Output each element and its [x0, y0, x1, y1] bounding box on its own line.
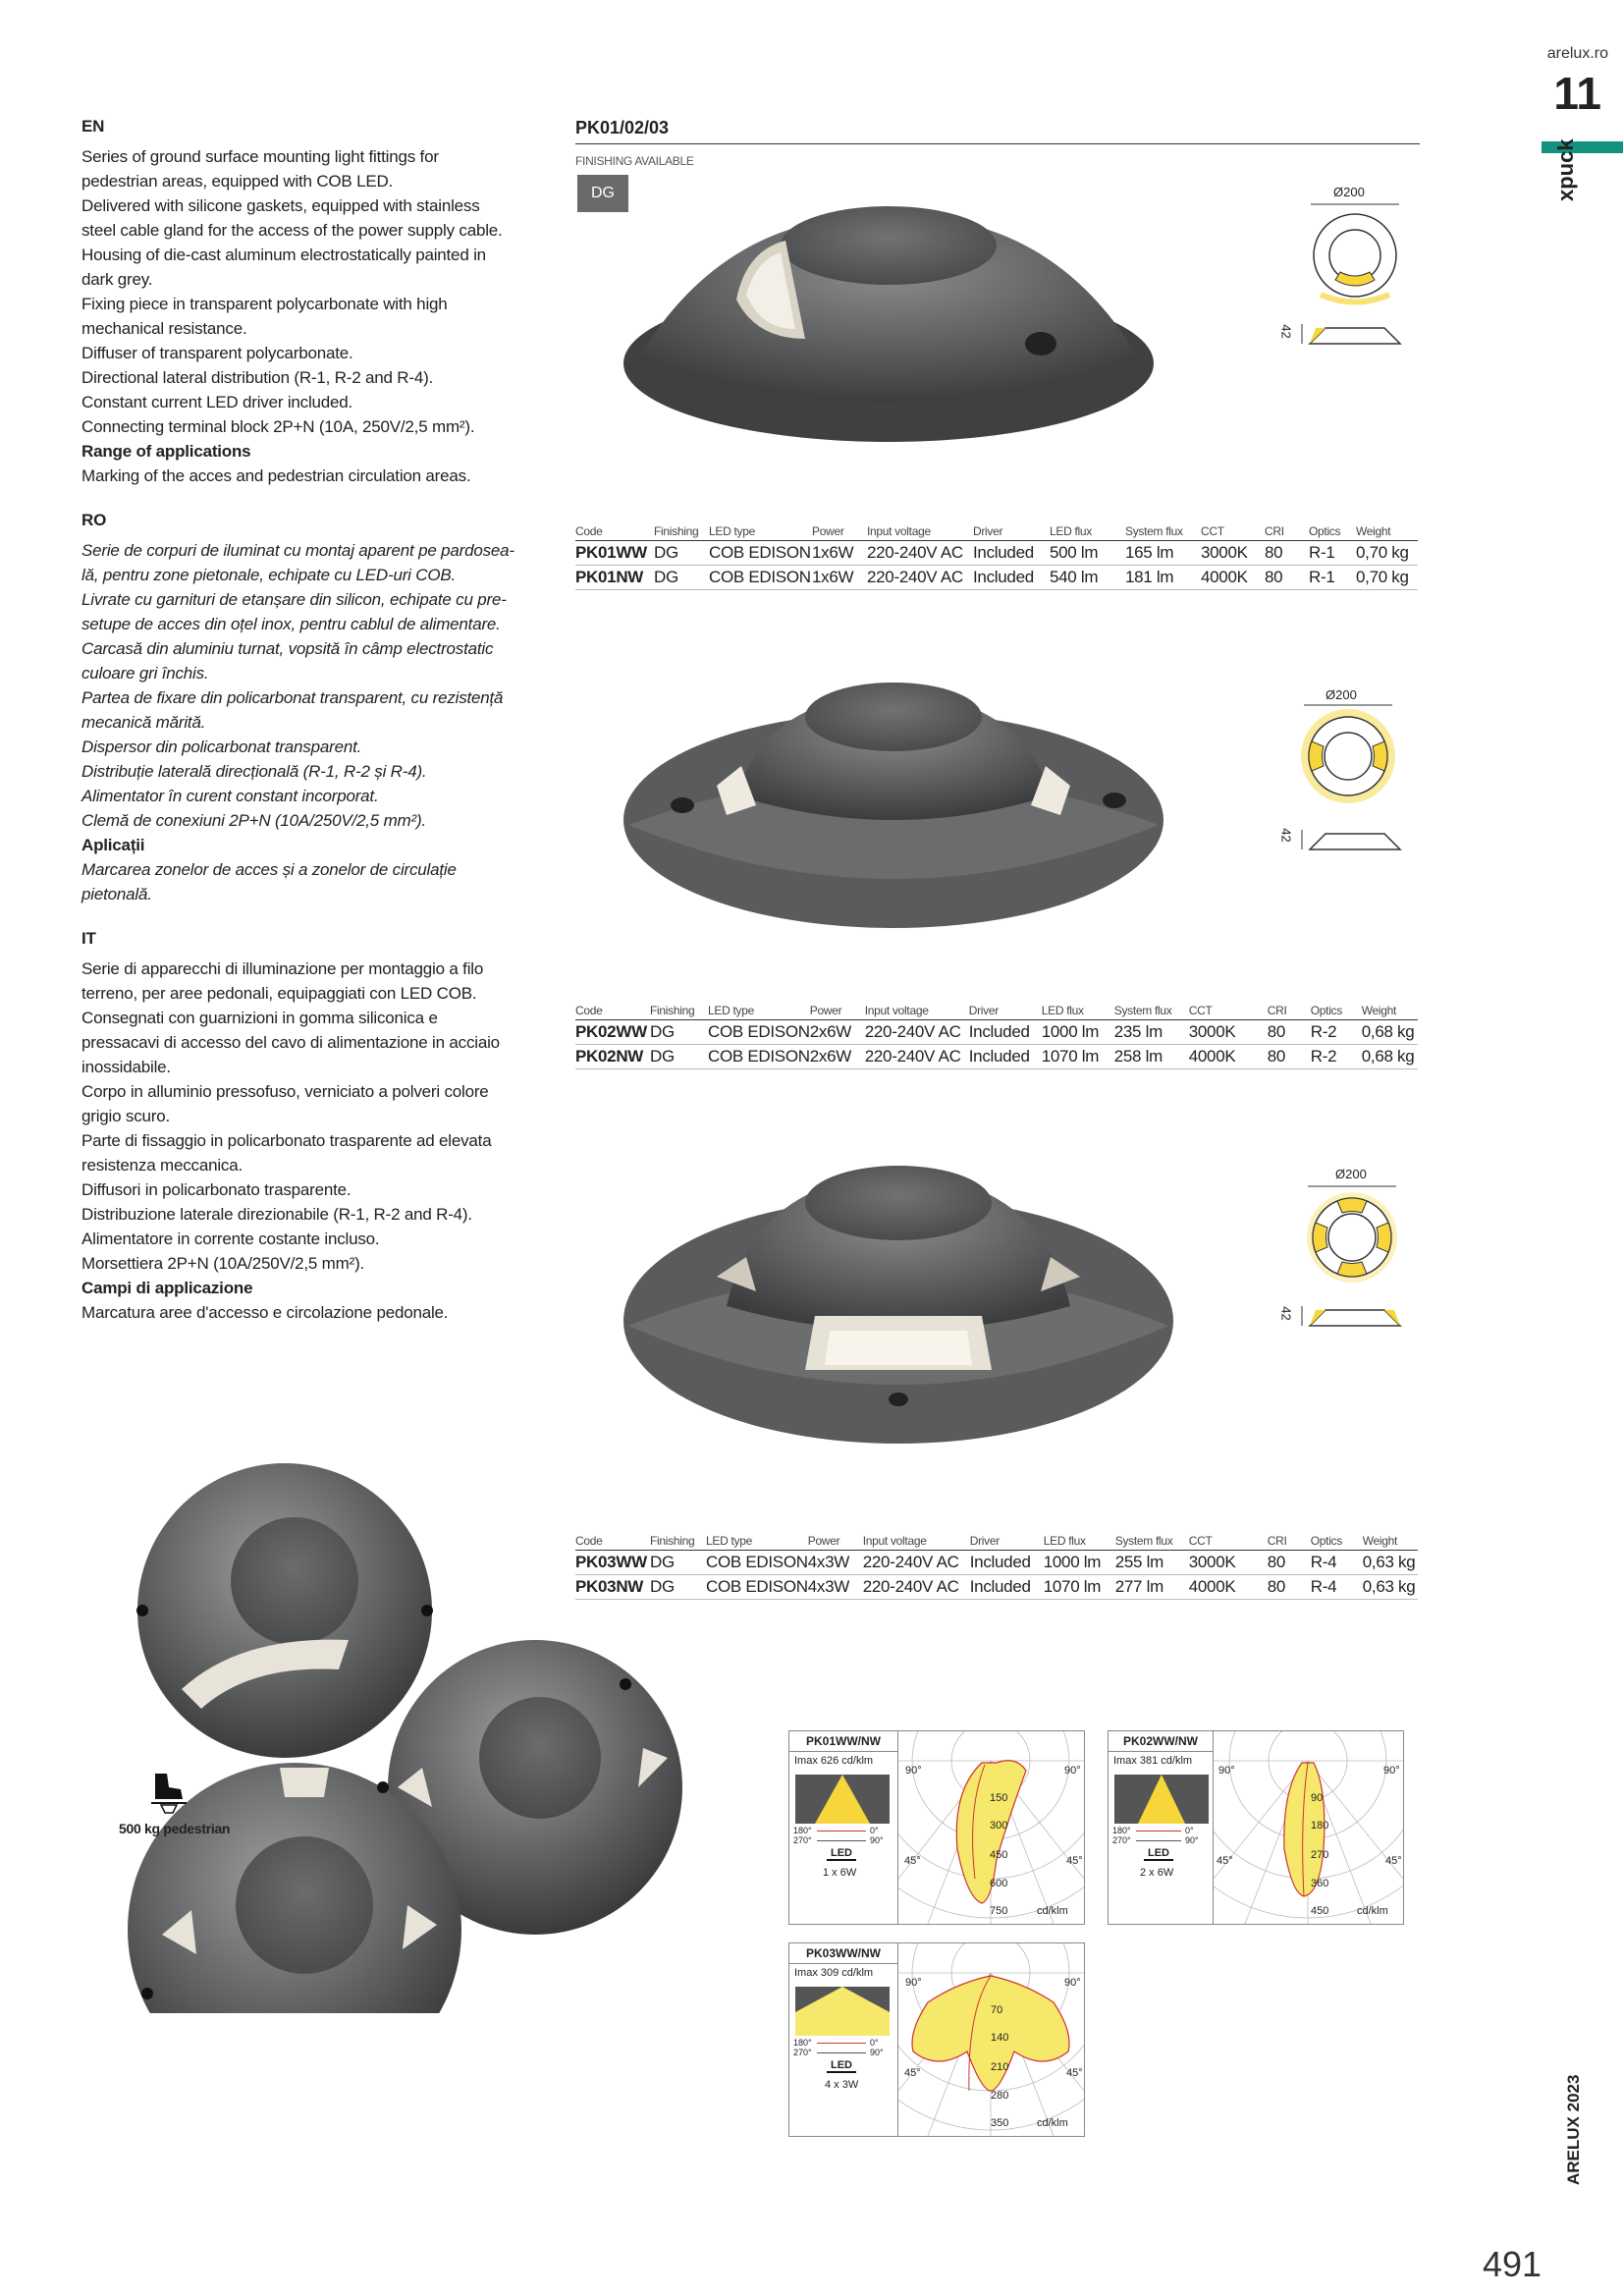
cell-code: PK03NW: [575, 1575, 650, 1600]
th-code: Code: [575, 524, 654, 541]
deg90-left: 90°: [905, 1977, 922, 1989]
th-cct: CCT: [1189, 1004, 1268, 1020]
footer-brand: ARELUX 2023: [1564, 2074, 1583, 2185]
cell: DG: [654, 541, 709, 566]
page-number: 491: [1483, 2244, 1542, 2284]
table-row: [575, 1551, 1418, 1575]
pedestrian-load-icon: [147, 1766, 196, 1815]
beam-icon: [795, 1987, 890, 2036]
unit-label: cd/klm: [1357, 1905, 1388, 1917]
chapter-number: 11: [1553, 68, 1601, 119]
text-line: Morsettiera 2P+N (10A/250V/2,5 mm²).: [81, 1254, 365, 1273]
th-cct: CCT: [1189, 1534, 1268, 1551]
scale-1: 90: [1311, 1792, 1324, 1804]
text-line: Distribuție laterală direcțională (R-1, R-2 și R-4).: [81, 762, 427, 781]
scale-5: 450: [1311, 1905, 1329, 1917]
legend-line: [817, 1840, 866, 1841]
table-header-row: [575, 1534, 1418, 1551]
text-line: Distribuzione laterale direzionabile (R-1, R-2 and R-4).: [81, 1205, 472, 1224]
th-driver: Driver: [970, 1534, 1044, 1551]
text-line: Constant current LED driver included.: [81, 393, 353, 411]
cell: R-4: [1311, 1575, 1363, 1600]
beam-icon: [1114, 1775, 1209, 1824]
cell: 80: [1268, 1551, 1311, 1575]
cell: 4x3W: [808, 1551, 863, 1575]
cell: Included: [969, 1045, 1042, 1069]
cell: 80: [1265, 541, 1309, 566]
pk01-height: 42: [1278, 324, 1294, 339]
th-finishing: Finishing: [650, 1004, 708, 1020]
cell: COB EDISON: [706, 1575, 808, 1600]
cell: DG: [650, 1020, 708, 1045]
angle-0: 0°: [870, 2038, 879, 2048]
pk03-height: 42: [1278, 1306, 1294, 1321]
range-text: pietonală.: [81, 885, 152, 903]
cell: DG: [650, 1045, 708, 1069]
angle-90: 90°: [870, 2048, 884, 2057]
th-system-flux: System flux: [1125, 524, 1201, 541]
text-line: pedestrian areas, equipped with COB LED.: [81, 172, 394, 191]
finishing-label: FINISHING AVAILABLE: [575, 154, 694, 168]
photometry-pk01: [788, 1730, 1085, 1925]
photometry-pk02: [1108, 1730, 1404, 1925]
family-label: xpuck: [1553, 138, 1578, 201]
angle-180: 180°: [793, 2038, 812, 2048]
cell: 0,63 kg: [1363, 1575, 1418, 1600]
range-title: Campi di applicazione: [81, 1279, 253, 1297]
product-group-photo: [103, 1463, 692, 2013]
text-line: terreno, per aree pedonali, equipaggiati con LED COB.: [81, 984, 477, 1003]
th-led-type: LED type: [709, 524, 812, 541]
text-line: Livrate cu garnituri de etanșare din silicon, echipate cu pre-: [81, 590, 507, 609]
spec-table-pk01: [575, 524, 1418, 590]
cell: 220-240V AC: [865, 1045, 969, 1069]
cell: 500 lm: [1050, 541, 1125, 566]
cell: 0,70 kg: [1356, 566, 1418, 590]
imax-label: Imax 626 cd/klm: [794, 1755, 874, 1767]
deg45-left: 45°: [904, 2067, 921, 2079]
imax-label: Imax 309 cd/klm: [794, 1967, 874, 1979]
cell: COB EDISON: [708, 1020, 810, 1045]
photometry-title: PK01WW/NW: [789, 1731, 897, 1752]
cell: 4000K: [1189, 1045, 1268, 1069]
deg90-left: 90°: [905, 1765, 922, 1777]
lang-en: EN: [81, 117, 105, 136]
unit-label: cd/klm: [1037, 2117, 1068, 2129]
th-weight: Weight: [1356, 524, 1418, 541]
th-led-flux: LED flux: [1050, 524, 1125, 541]
power-label: 1 x 6W: [823, 1867, 857, 1879]
polar-diagram: [1214, 1731, 1403, 1924]
cell: COB EDISON: [709, 541, 812, 566]
cell-code: PK01NW: [575, 566, 654, 590]
description-ro: [81, 508, 523, 906]
cell: 1000 lm: [1042, 1020, 1114, 1045]
th-driver: Driver: [969, 1004, 1042, 1020]
table-header-row: [575, 1004, 1418, 1020]
cell: 220-240V AC: [865, 1020, 969, 1045]
product-title: PK01/02/03: [575, 118, 670, 137]
description-it: [81, 926, 523, 1325]
cell: 3000K: [1189, 1551, 1268, 1575]
range-text: Marking of the acces and pedestrian circulation areas.: [81, 466, 471, 485]
deg90-right: 90°: [1383, 1765, 1400, 1777]
scale-3: 210: [991, 2061, 1009, 2073]
pk03-side-drawing: [1276, 1296, 1414, 1336]
legend-line: [1136, 1840, 1181, 1841]
scale-1: 70: [991, 2004, 1003, 2016]
th-input-voltage: Input voltage: [863, 1534, 970, 1551]
th-power: Power: [810, 1004, 865, 1020]
th-cri: CRI: [1268, 1004, 1311, 1020]
load-label: 500 kg pedestrian: [119, 1821, 231, 1836]
scale-2: 300: [990, 1820, 1008, 1831]
th-weight: Weight: [1362, 1004, 1418, 1020]
angle-90: 90°: [1185, 1835, 1199, 1845]
cell: 220-240V AC: [863, 1575, 970, 1600]
th-cri: CRI: [1265, 524, 1309, 541]
th-led-type: LED type: [706, 1534, 808, 1551]
angle-90: 90°: [870, 1835, 884, 1845]
cell: 80: [1268, 1020, 1311, 1045]
table-row: [575, 541, 1418, 566]
angle-180: 180°: [1112, 1826, 1131, 1835]
th-power: Power: [812, 524, 867, 541]
th-system-flux: System flux: [1115, 1534, 1189, 1551]
cell: DG: [650, 1551, 706, 1575]
cell: 1x6W: [812, 541, 867, 566]
title-rule: [575, 143, 1420, 144]
site-url: arelux.ro: [1546, 45, 1608, 62]
cell: R-2: [1311, 1045, 1362, 1069]
cell: 165 lm: [1125, 541, 1201, 566]
pk03-photo: [619, 1159, 1178, 1453]
power-label: 4 x 3W: [825, 2079, 859, 2091]
th-finishing: Finishing: [654, 524, 709, 541]
photometry-pk03: [788, 1942, 1085, 2137]
text-line: Series of ground surface mounting light fittings for: [81, 147, 439, 166]
cell: 0,68 kg: [1362, 1045, 1418, 1069]
cell: COB EDISON: [708, 1045, 810, 1069]
angle-0: 0°: [870, 1826, 879, 1835]
th-led-flux: LED flux: [1044, 1534, 1115, 1551]
cell: COB EDISON: [706, 1551, 808, 1575]
th-weight: Weight: [1363, 1534, 1418, 1551]
text-line: Directional lateral distribution (R-1, R-2 and R-4).: [81, 368, 434, 387]
led-icon: [827, 1847, 856, 1861]
cell: 1070 lm: [1044, 1575, 1115, 1600]
text-line: Consegnati con guarnizioni in gomma siliconica e: [81, 1009, 438, 1027]
scale-4: 600: [990, 1878, 1008, 1889]
pk03-diameter: Ø200: [1335, 1167, 1367, 1181]
text-line: Serie di apparecchi di illuminazione per montaggio a filo: [81, 959, 484, 978]
led-icon: [827, 2059, 856, 2073]
cell: 0,68 kg: [1362, 1020, 1418, 1045]
text-line: Alimentatore in corrente costante incluso.: [81, 1230, 380, 1248]
cell: R-1: [1309, 541, 1356, 566]
cell: 235 lm: [1114, 1020, 1189, 1045]
scale-4: 280: [991, 2090, 1009, 2102]
text-line: Delivered with silicone gaskets, equipped with stainless: [81, 196, 480, 215]
range-text: Marcarea zonelor de acces și a zonelor de circulație: [81, 860, 457, 879]
th-input-voltage: Input voltage: [865, 1004, 969, 1020]
deg90-left: 90°: [1218, 1765, 1235, 1777]
text-line: inossidabile.: [81, 1058, 171, 1076]
cell-code: PK02WW: [575, 1020, 650, 1045]
th-optics: Optics: [1311, 1534, 1363, 1551]
th-cri: CRI: [1268, 1534, 1311, 1551]
unit-label: cd/klm: [1037, 1905, 1068, 1917]
th-system-flux: System flux: [1114, 1004, 1189, 1020]
cell: Included: [973, 541, 1050, 566]
pk03-top-drawing: [1298, 1183, 1406, 1291]
cell: R-2: [1311, 1020, 1362, 1045]
lang-it: IT: [81, 929, 96, 948]
cell: Included: [970, 1575, 1044, 1600]
text-line: lă, pentru zone pietonale, echipate cu LED-uri COB.: [81, 566, 457, 584]
cell: DG: [654, 566, 709, 590]
cell: R-4: [1311, 1551, 1363, 1575]
pk01-photo: [609, 191, 1168, 457]
cell: 1070 lm: [1042, 1045, 1114, 1069]
cell: 80: [1268, 1045, 1311, 1069]
text-line: resistenza meccanica.: [81, 1156, 243, 1175]
spec-table-pk03: [575, 1534, 1418, 1600]
th-led-flux: LED flux: [1042, 1004, 1114, 1020]
led-label: LED: [1148, 1847, 1169, 1859]
pk01-diameter: Ø200: [1333, 185, 1365, 199]
scale-3: 450: [990, 1849, 1008, 1861]
led-label: LED: [831, 2059, 852, 2071]
text-line: setupe de acces din oțel inox, pentru cablul de alimentare.: [81, 615, 501, 633]
table-row: [575, 566, 1418, 590]
text-line: Clemă de conexiuni 2P+N (10A/250V/2,5 mm²).: [81, 811, 426, 830]
th-cct: CCT: [1201, 524, 1265, 541]
pk02-height: 42: [1278, 828, 1294, 843]
cell: 0,63 kg: [1363, 1551, 1418, 1575]
pk02-side-drawing: [1276, 820, 1414, 859]
text-line: steel cable gland for the access of the power supply cable.: [81, 221, 503, 240]
legend-line: [817, 2052, 866, 2053]
cell: 540 lm: [1050, 566, 1125, 590]
scale-5: 750: [990, 1905, 1008, 1917]
table-row: [575, 1020, 1418, 1045]
cell: R-1: [1309, 566, 1356, 590]
scale-2: 180: [1311, 1820, 1329, 1831]
description-en: [81, 114, 514, 488]
text-line: dark grey.: [81, 270, 153, 289]
pk01-top-drawing: [1301, 201, 1409, 309]
photometry-title: PK03WW/NW: [789, 1943, 897, 1964]
text-line: pressacavi di accesso del cavo di alimentazione in acciaio: [81, 1033, 500, 1052]
th-code: Code: [575, 1534, 650, 1551]
angle-270: 270°: [793, 2048, 812, 2057]
text-line: mecanică mărită.: [81, 713, 206, 732]
pk02-diameter: Ø200: [1325, 687, 1357, 702]
angle-0: 0°: [1185, 1826, 1194, 1835]
imax-label: Imax 381 cd/klm: [1113, 1755, 1193, 1767]
angle-270: 270°: [793, 1835, 812, 1845]
lang-ro: RO: [81, 511, 107, 529]
deg45-right: 45°: [1066, 1855, 1083, 1867]
deg45-left: 45°: [1217, 1855, 1233, 1867]
text-line: mechanical resistance.: [81, 319, 247, 338]
scale-3: 270: [1311, 1849, 1329, 1861]
cell: Included: [970, 1551, 1044, 1575]
text-line: Corpo in alluminio pressofuso, verniciato a polveri colore: [81, 1082, 489, 1101]
text-line: Connecting terminal block 2P+N (10A, 250V/2,5 mm²).: [81, 417, 475, 436]
cell: 220-240V AC: [863, 1551, 970, 1575]
cell: 3000K: [1189, 1020, 1268, 1045]
text-line: Serie de corpuri de iluminat cu montaj aparent pe pardosea-: [81, 541, 514, 560]
cell: 258 lm: [1114, 1045, 1189, 1069]
th-driver: Driver: [973, 524, 1050, 541]
range-text: Marcatura aree d'accesso e circolazione pedonale.: [81, 1303, 449, 1322]
pk01-side-drawing: [1276, 314, 1414, 354]
cell: 4000K: [1201, 566, 1265, 590]
scale-4: 360: [1311, 1878, 1329, 1889]
cell: 4000K: [1189, 1575, 1268, 1600]
text-line: Carcasă din aluminiu turnat, vopsită în câmp electrostatic: [81, 639, 494, 658]
table-row: [575, 1045, 1418, 1069]
finishing-badge: DG: [577, 175, 628, 212]
cell: 80: [1268, 1575, 1311, 1600]
cell: Included: [973, 566, 1050, 590]
text-line: Parte di fissaggio in policarbonato trasparente ad elevata: [81, 1131, 492, 1150]
cell-code: PK01WW: [575, 541, 654, 566]
table-row: [575, 1575, 1418, 1600]
cell: 3000K: [1201, 541, 1265, 566]
cell: 220-240V AC: [867, 541, 973, 566]
legend-line: [817, 2043, 866, 2044]
th-finishing: Finishing: [650, 1534, 706, 1551]
deg90-right: 90°: [1064, 1977, 1081, 1989]
cell: 4x3W: [808, 1575, 863, 1600]
cell: COB EDISON: [709, 566, 812, 590]
text-line: Diffuser of transparent polycarbonate.: [81, 344, 353, 362]
th-input-voltage: Input voltage: [867, 524, 973, 541]
deg90-right: 90°: [1064, 1765, 1081, 1777]
cell: 2x6W: [810, 1045, 865, 1069]
cell-code: PK03WW: [575, 1551, 650, 1575]
scale-1: 150: [990, 1792, 1008, 1804]
cell: DG: [650, 1575, 706, 1600]
range-title: Range of applications: [81, 442, 251, 461]
scale-5: 350: [991, 2117, 1009, 2129]
angle-270: 270°: [1112, 1835, 1131, 1845]
cell: Included: [969, 1020, 1042, 1045]
th-code: Code: [575, 1004, 650, 1020]
text-line: Fixing piece in transparent polycarbonate with high: [81, 295, 448, 313]
cell: 220-240V AC: [867, 566, 973, 590]
deg45-right: 45°: [1385, 1855, 1402, 1867]
text-line: Housing of die-cast aluminum electrostatically painted in: [81, 246, 486, 264]
th-optics: Optics: [1309, 524, 1356, 541]
text-line: grigio scuro.: [81, 1107, 170, 1125]
text-line: Alimentator în curent constant incorporat.: [81, 787, 379, 805]
table-header-row: [575, 524, 1418, 541]
th-optics: Optics: [1311, 1004, 1362, 1020]
photometry-title: PK02WW/NW: [1109, 1731, 1213, 1752]
pk02-photo: [619, 678, 1168, 943]
spec-table-pk02: [575, 1004, 1418, 1069]
text-line: Dispersor din policarbonat transparent.: [81, 738, 362, 756]
cell: 80: [1265, 566, 1309, 590]
cell-code: PK02NW: [575, 1045, 650, 1069]
cell: 255 lm: [1115, 1551, 1189, 1575]
power-label: 2 x 6W: [1140, 1867, 1174, 1879]
th-led-type: LED type: [708, 1004, 810, 1020]
cell: 1000 lm: [1044, 1551, 1115, 1575]
cell: 277 lm: [1115, 1575, 1189, 1600]
deg45-right: 45°: [1066, 2067, 1083, 2079]
scale-2: 140: [991, 2032, 1009, 2044]
text-line: Diffusori in policarbonato trasparente.: [81, 1180, 352, 1199]
th-power: Power: [808, 1534, 863, 1551]
pk02-top-drawing: [1294, 702, 1402, 810]
deg45-left: 45°: [904, 1855, 921, 1867]
cell: 1x6W: [812, 566, 867, 590]
cell: 181 lm: [1125, 566, 1201, 590]
angle-180: 180°: [793, 1826, 812, 1835]
led-icon: [1144, 1847, 1173, 1861]
led-label: LED: [831, 1847, 852, 1859]
range-title: Aplicații: [81, 836, 145, 854]
cell: 2x6W: [810, 1020, 865, 1045]
text-line: Partea de fixare din policarbonat transparent, cu rezistență: [81, 688, 504, 707]
beam-icon: [795, 1775, 890, 1824]
cell: 0,70 kg: [1356, 541, 1418, 566]
text-line: culoare gri închis.: [81, 664, 209, 683]
